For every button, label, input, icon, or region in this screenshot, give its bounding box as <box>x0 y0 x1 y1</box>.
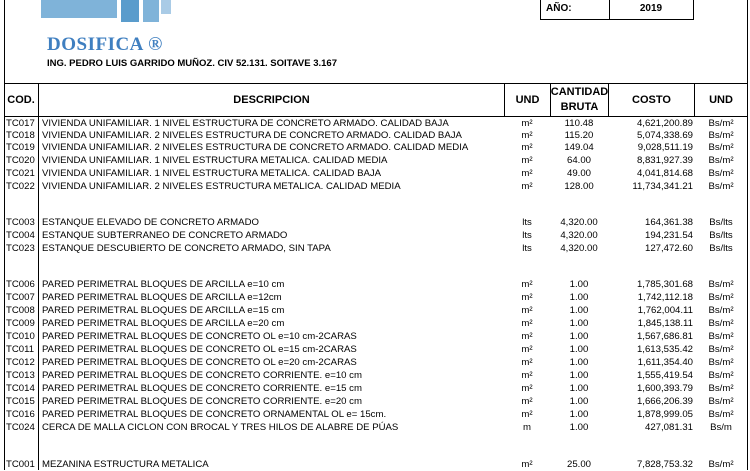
row-cost: 427,081.31 <box>644 422 693 433</box>
row-cost: 1,555,419.54 <box>636 370 693 381</box>
row-description: MEZANINA ESTRUCTURA METALICA <box>42 459 209 470</box>
row-cost-unit: Bs/m² <box>708 370 734 381</box>
table-row <box>4 357 748 369</box>
brand-title: DOSIFICA ® <box>47 34 163 55</box>
row-code: TC024 <box>6 422 35 433</box>
row-code: TC014 <box>6 383 35 394</box>
row-cost: 1,845,138.11 <box>637 318 693 329</box>
header-und: UND <box>515 93 540 106</box>
row-cost-unit: Bs/m² <box>708 118 734 129</box>
row-cost: 1,878,999.05 <box>636 409 693 420</box>
row-description: ESTANQUE SUBTERRANEO DE CONCRETO ARMADO <box>42 230 288 241</box>
row-quantity: 1.00 <box>569 305 589 316</box>
table-row <box>4 142 748 154</box>
row-unit: m² <box>521 130 533 141</box>
row-cost-unit: Bs/m² <box>708 292 734 303</box>
header-und2: UND <box>709 93 733 106</box>
row-unit: m² <box>521 305 533 316</box>
row-cost: 164,361.38 <box>644 217 693 228</box>
row-code: TC009 <box>6 318 35 329</box>
row-unit: m² <box>521 357 533 368</box>
table-row <box>4 243 748 255</box>
row-cost-unit: Bs/m² <box>708 459 734 470</box>
header-cod: COD. <box>7 93 35 106</box>
row-quantity: 1.00 <box>569 279 589 290</box>
table-row <box>4 279 748 291</box>
row-description: CERCA DE MALLA CICLON CON BROCAL Y TRES HILOS DE ALABRE DE PÚAS <box>42 422 399 433</box>
row-description: PARED PERIMETRAL BLOQUES DE CONCRETO CORRIENTE. e=10 cm <box>42 370 362 381</box>
row-unit: m <box>523 422 531 433</box>
table-row <box>4 459 748 471</box>
row-description: VIVIENDA UNIFAMILIAR. 2 NIVELES ESTRUCTURA METALICA. CALIDAD MEDIA <box>42 181 401 192</box>
row-unit: m² <box>521 409 533 420</box>
row-description: PARED PERIMETRAL BLOQUES DE CONCRETO ORNAMENTAL OL e= 15cm. <box>42 409 387 420</box>
table-row <box>4 130 748 142</box>
row-description: PARED PERIMETRAL BLOQUES DE ARCILLA e=20 cm <box>42 318 285 329</box>
row-quantity: 1.00 <box>569 357 589 368</box>
table-row <box>4 230 748 242</box>
row-unit: m² <box>521 155 533 166</box>
row-description: VIVIENDA UNIFAMILIAR. 2 NIVELES ESTRUCTURA DE CONCRETO ARMADO. CALIDAD BAJA <box>42 130 462 141</box>
row-unit: m² <box>521 318 533 329</box>
row-cost: 1,567,686.81 <box>636 331 693 342</box>
row-cost: 1,600,393.79 <box>636 383 693 394</box>
row-unit: m² <box>521 459 533 470</box>
row-quantity: 4,320.00 <box>560 230 598 241</box>
row-code: TC018 <box>6 130 35 141</box>
row-description: PARED PERIMETRAL BLOQUES DE CONCRETO CORRIENTE. e=15 cm <box>42 383 362 394</box>
header-costo: COSTO <box>632 93 671 106</box>
table-row <box>4 217 748 229</box>
row-unit: m² <box>521 344 533 355</box>
row-cost-unit: Bs/m² <box>708 318 734 329</box>
row-cost-unit: Bs/m² <box>708 396 734 407</box>
row-cost-unit: Bs/m² <box>708 181 734 192</box>
row-cost-unit: Bs/m² <box>708 142 734 153</box>
row-cost-unit: Bs/m² <box>708 383 734 394</box>
table-row <box>4 181 748 193</box>
row-cost: 4,041,814.68 <box>636 168 693 179</box>
row-description: PARED PERIMETRAL BLOQUES DE ARCILLA e=15 cm <box>42 305 285 316</box>
table-header <box>4 83 748 117</box>
row-code: TC019 <box>6 142 35 153</box>
table-row <box>4 305 748 317</box>
row-description: VIVIENDA UNIFAMILIAR. 1 NIVEL ESTRUCTURA METALICA. CALIDAD BAJA <box>42 168 382 179</box>
row-code: TC011 <box>6 344 35 355</box>
row-quantity: 1.00 <box>569 344 589 355</box>
row-code: TC021 <box>6 168 35 179</box>
table-row <box>4 318 748 330</box>
row-description: VIVIENDA UNIFAMILIAR. 1 NIVEL ESTRUCTURA METALICA. CALIDAD MEDIA <box>42 155 388 166</box>
row-quantity: 1.00 <box>569 370 589 381</box>
row-code: TC001 <box>6 459 35 470</box>
year-label: AÑO: <box>546 3 572 14</box>
row-unit: m² <box>521 142 533 153</box>
row-cost: 7,828,753.32 <box>636 459 693 470</box>
row-description: ESTANQUE ELEVADO DE CONCRETO ARMADO <box>42 217 259 228</box>
row-code: TC008 <box>6 305 35 316</box>
row-unit: m² <box>521 370 533 381</box>
year-value: 2019 <box>639 3 663 14</box>
table-row <box>4 331 748 343</box>
row-quantity: 149.04 <box>564 142 594 153</box>
row-unit: lts <box>522 230 532 241</box>
row-cost: 1,762,004.11 <box>637 305 693 316</box>
row-cost: 127,472.60 <box>644 243 693 254</box>
row-unit: m² <box>521 331 533 342</box>
row-cost-unit: Bs/m <box>710 422 732 433</box>
row-cost-unit: Bs/lts <box>709 230 733 241</box>
row-unit: m² <box>521 118 533 129</box>
row-quantity: 4,320.00 <box>560 243 598 254</box>
row-quantity: 1.00 <box>569 292 589 303</box>
row-cost: 4,621,200.89 <box>636 118 693 129</box>
row-cost: 5,074,338.69 <box>636 130 693 141</box>
row-unit: m² <box>521 292 533 303</box>
row-cost: 1,613,535.42 <box>636 344 693 355</box>
row-cost: 1,785,301.68 <box>636 279 693 290</box>
row-unit: lts <box>522 217 532 228</box>
table-row <box>4 168 748 180</box>
row-description: VIVIENDA UNIFAMILIAR. 1 NIVEL ESTRUCTURA DE CONCRETO ARMADO. CALIDAD BAJA <box>42 118 449 129</box>
row-unit: m² <box>521 383 533 394</box>
row-code: TC023 <box>6 243 35 254</box>
table-row <box>4 383 748 395</box>
row-description: PARED PERIMETRAL BLOQUES DE ARCILLA e=12cm <box>42 292 282 303</box>
row-code: TC013 <box>6 370 35 381</box>
row-description: PARED PERIMETRAL BLOQUES DE CONCRETO OL e=20 cm-2CARAS <box>42 357 357 368</box>
row-code: TC017 <box>6 118 35 129</box>
row-cost: 1,742,112.18 <box>637 292 693 303</box>
row-code: TC020 <box>6 155 35 166</box>
company-logo <box>41 0 169 20</box>
row-cost: 9,028,511.19 <box>637 142 693 153</box>
row-cost-unit: Bs/m² <box>708 357 734 368</box>
row-quantity: 4,320.00 <box>560 217 598 228</box>
row-quantity: 128.00 <box>564 181 594 192</box>
header-descripcion: DESCRIPCION <box>233 93 310 106</box>
row-cost-unit: Bs/m² <box>708 409 734 420</box>
table-row <box>4 409 748 421</box>
row-quantity: 1.00 <box>569 331 589 342</box>
row-quantity: 115.20 <box>564 130 594 141</box>
table-row <box>4 118 748 130</box>
row-cost: 8,831,927.39 <box>636 155 693 166</box>
row-description: VIVIENDA UNIFAMILIAR. 2 NIVELES ESTRUCTURA DE CONCRETO ARMADO. CALIDAD MEDIA <box>42 142 469 153</box>
row-code: TC004 <box>6 230 35 241</box>
row-quantity: 1.00 <box>569 383 589 394</box>
row-quantity: 25.00 <box>566 459 591 470</box>
header-cantidad-bruta: CANTIDAD BRUTA <box>550 86 609 113</box>
row-cost-unit: Bs/lts <box>709 217 733 228</box>
row-cost-unit: Bs/m² <box>708 305 734 316</box>
row-quantity: 1.00 <box>569 396 589 407</box>
row-code: TC022 <box>6 181 35 192</box>
engineer-credit: ING. PEDRO LUIS GARRIDO MUÑOZ. CIV 52.131. SOITAVE 3.167 <box>47 58 337 69</box>
row-unit: lts <box>522 243 532 254</box>
row-code: TC007 <box>6 292 35 303</box>
table-row <box>4 370 748 382</box>
row-quantity: 49.00 <box>566 168 591 179</box>
row-quantity: 1.00 <box>569 409 589 420</box>
table-row <box>4 344 748 356</box>
row-description: PARED PERIMETRAL BLOQUES DE CONCRETO OL e=15 cm-2CARAS <box>42 344 357 355</box>
row-unit: m² <box>521 396 533 407</box>
row-cost-unit: Bs/m² <box>708 155 734 166</box>
table-row <box>4 155 748 167</box>
row-quantity: 64.00 <box>566 155 591 166</box>
row-description: PARED PERIMETRAL BLOQUES DE CONCRETO OL e=10 cm-2CARAS <box>42 331 357 342</box>
row-code: TC015 <box>6 396 35 407</box>
row-description: PARED PERIMETRAL BLOQUES DE CONCRETO CORRIENTE. e=20 cm <box>42 396 362 407</box>
row-unit: m² <box>521 181 533 192</box>
row-cost-unit: Bs/m² <box>708 168 734 179</box>
row-code: TC003 <box>6 217 35 228</box>
row-cost-unit: Bs/lts <box>709 243 733 254</box>
row-cost-unit: Bs/m² <box>708 130 734 141</box>
row-cost-unit: Bs/m² <box>708 331 734 342</box>
year-box <box>540 0 694 20</box>
table-row <box>4 396 748 408</box>
table-row <box>4 292 748 304</box>
table-row <box>4 422 748 434</box>
row-description: ESTANQUE DESCUBIERTO DE CONCRETO ARMADO, SIN TAPA <box>42 243 331 254</box>
row-code: TC016 <box>6 409 35 420</box>
row-code: TC006 <box>6 279 35 290</box>
row-unit: m² <box>521 168 533 179</box>
row-quantity: 1.00 <box>569 422 589 433</box>
row-unit: m² <box>521 279 533 290</box>
row-cost: 1,611,354.40 <box>637 357 693 368</box>
row-quantity: 1.00 <box>569 318 589 329</box>
row-code: TC012 <box>6 357 35 368</box>
row-description: PARED PERIMETRAL BLOQUES DE ARCILLA e=10 cm <box>42 279 285 290</box>
row-code: TC010 <box>6 331 35 342</box>
row-cost-unit: Bs/m² <box>708 344 734 355</box>
row-cost: 194,231.54 <box>644 230 693 241</box>
row-cost-unit: Bs/m² <box>708 279 734 290</box>
row-cost: 1,666,206.39 <box>636 396 693 407</box>
row-cost: 11,734,341.21 <box>632 181 693 192</box>
row-quantity: 110.48 <box>564 118 594 129</box>
